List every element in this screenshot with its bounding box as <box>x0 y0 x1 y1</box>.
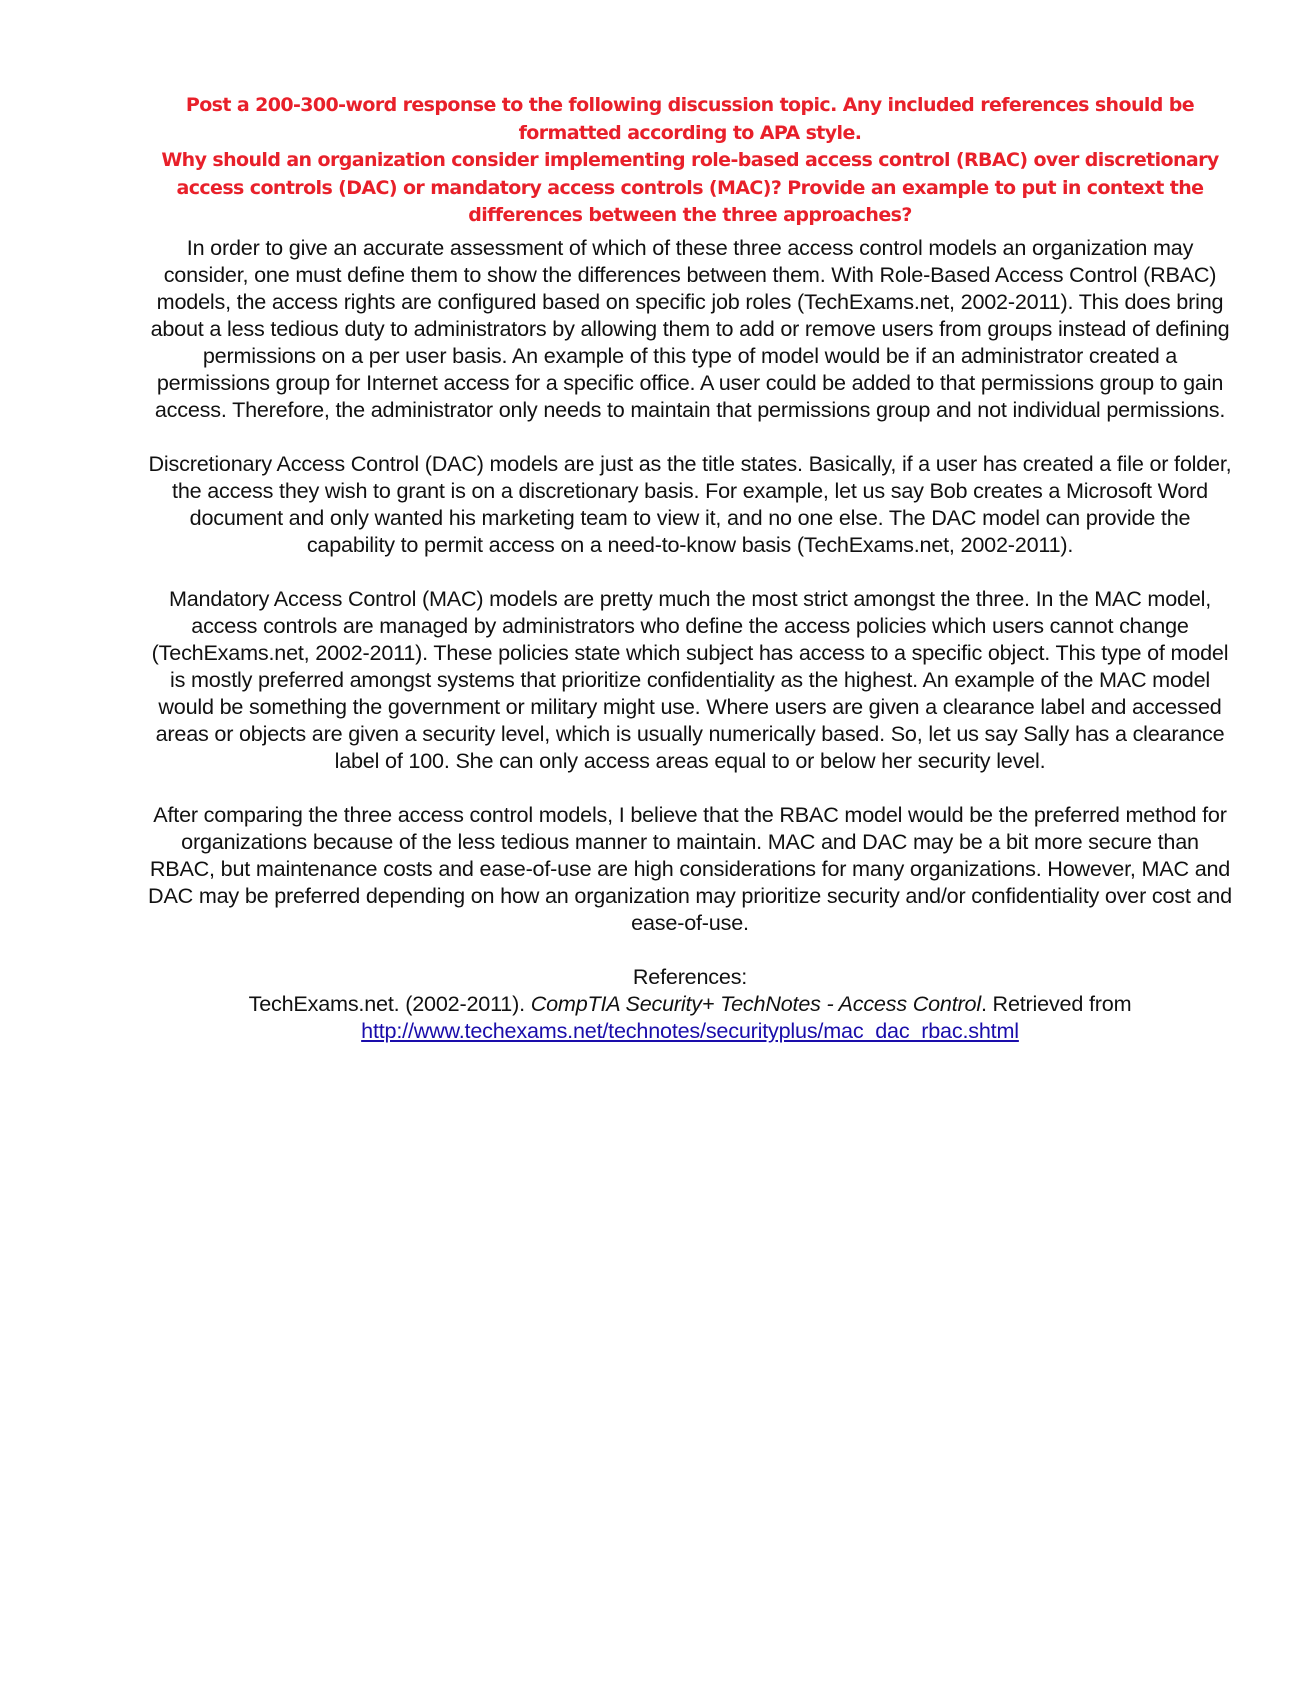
reference-title: CompTIA Security+ TechNotes - Access Control <box>530 991 981 1016</box>
reference-retrieved: . Retrieved from <box>980 991 1132 1016</box>
references-section <box>148 963 1232 1044</box>
reference-entry <box>148 990 1232 1017</box>
paragraph-mac: Mandatory Access Control (MAC) models are pretty much the most strict amongst the three. In the MAC model, access controls are managed by administrators who define the access policies which users cannot change (TechExams.net, 2002-2011). These policies state which subject has access to a specific object. This type of model is mostly preferred amongst systems that prioritize confidentiality as the highest. An example of the MAC model would be something the government or military might use. Where users are given a clearance label and accessed areas or objects are given a security level, which is usually numerically based. So, let us say Sally has a clearance label of 100. She can only access areas equal to or below her security level. <box>151 586 1229 773</box>
paragraph-dac: Discretionary Access Control (DAC) models are just as the title states. Basically, if a user has created a file or folder, the access they wish to grant is on a discretionary basis. For example, let us say Bob creates a Microsoft Word document and only wanted his marketing team to view it, and no one else. The DAC model can provide the capability to permit access on a need-to-know basis (TechExams.net, 2002-2011). <box>148 451 1232 557</box>
paragraph-rbac: In order to give an accurate assessment of which of these three access control models an organization may consider, one must define them to show the differences between them. With Role-Based Access Control (RBAC) models, the access rights are configured based on specific job roles (TechExams.net, 2002-2011). This does bring about a less tedious duty to administrators by allowing them to add or remove users from groups instead of defining permissions on a per user basis. An example of this type of model would be if an administrator created a permissions group for Internet access for a specific office. A user could be added to that permissions group to gain access. Therefore, the administrator only needs to maintain that permissions group and not individual permissions. <box>150 235 1230 422</box>
prompt-instructions: Post a 200-300-word response to the following discussion topic. Any included references should be formatted according to APA style. <box>185 94 1195 144</box>
paragraph-conclusion: After comparing the three access control models, I believe that the RBAC model would be the preferred method for organizations because of the less tedious manner to maintain. MAC and DAC may be a bit more secure than RBAC, but maintenance costs and ease-of-use are high considerations for many organizations. However, MAC and DAC may be preferred depending on how an organization may prioritize security and/or confidentiality over cost and ease-of-use. <box>148 802 1232 935</box>
prompt-question: Why should an organization consider implementing role-based access control (RBAC) over discretionary access controls (DAC) or mandatory access controls (MAC)? Provide an example to put in context the differences between the three approaches? <box>161 149 1219 226</box>
response-body <box>148 234 1232 1044</box>
reference-link[interactable]: http://www.techexams.net/technotes/securityplus/mac_dac_rbac.shtml <box>361 1018 1019 1043</box>
discussion-prompt <box>160 92 1220 230</box>
reference-author-year: TechExams.net. (2002-2011). <box>248 991 531 1016</box>
references-heading: References: <box>632 964 748 989</box>
